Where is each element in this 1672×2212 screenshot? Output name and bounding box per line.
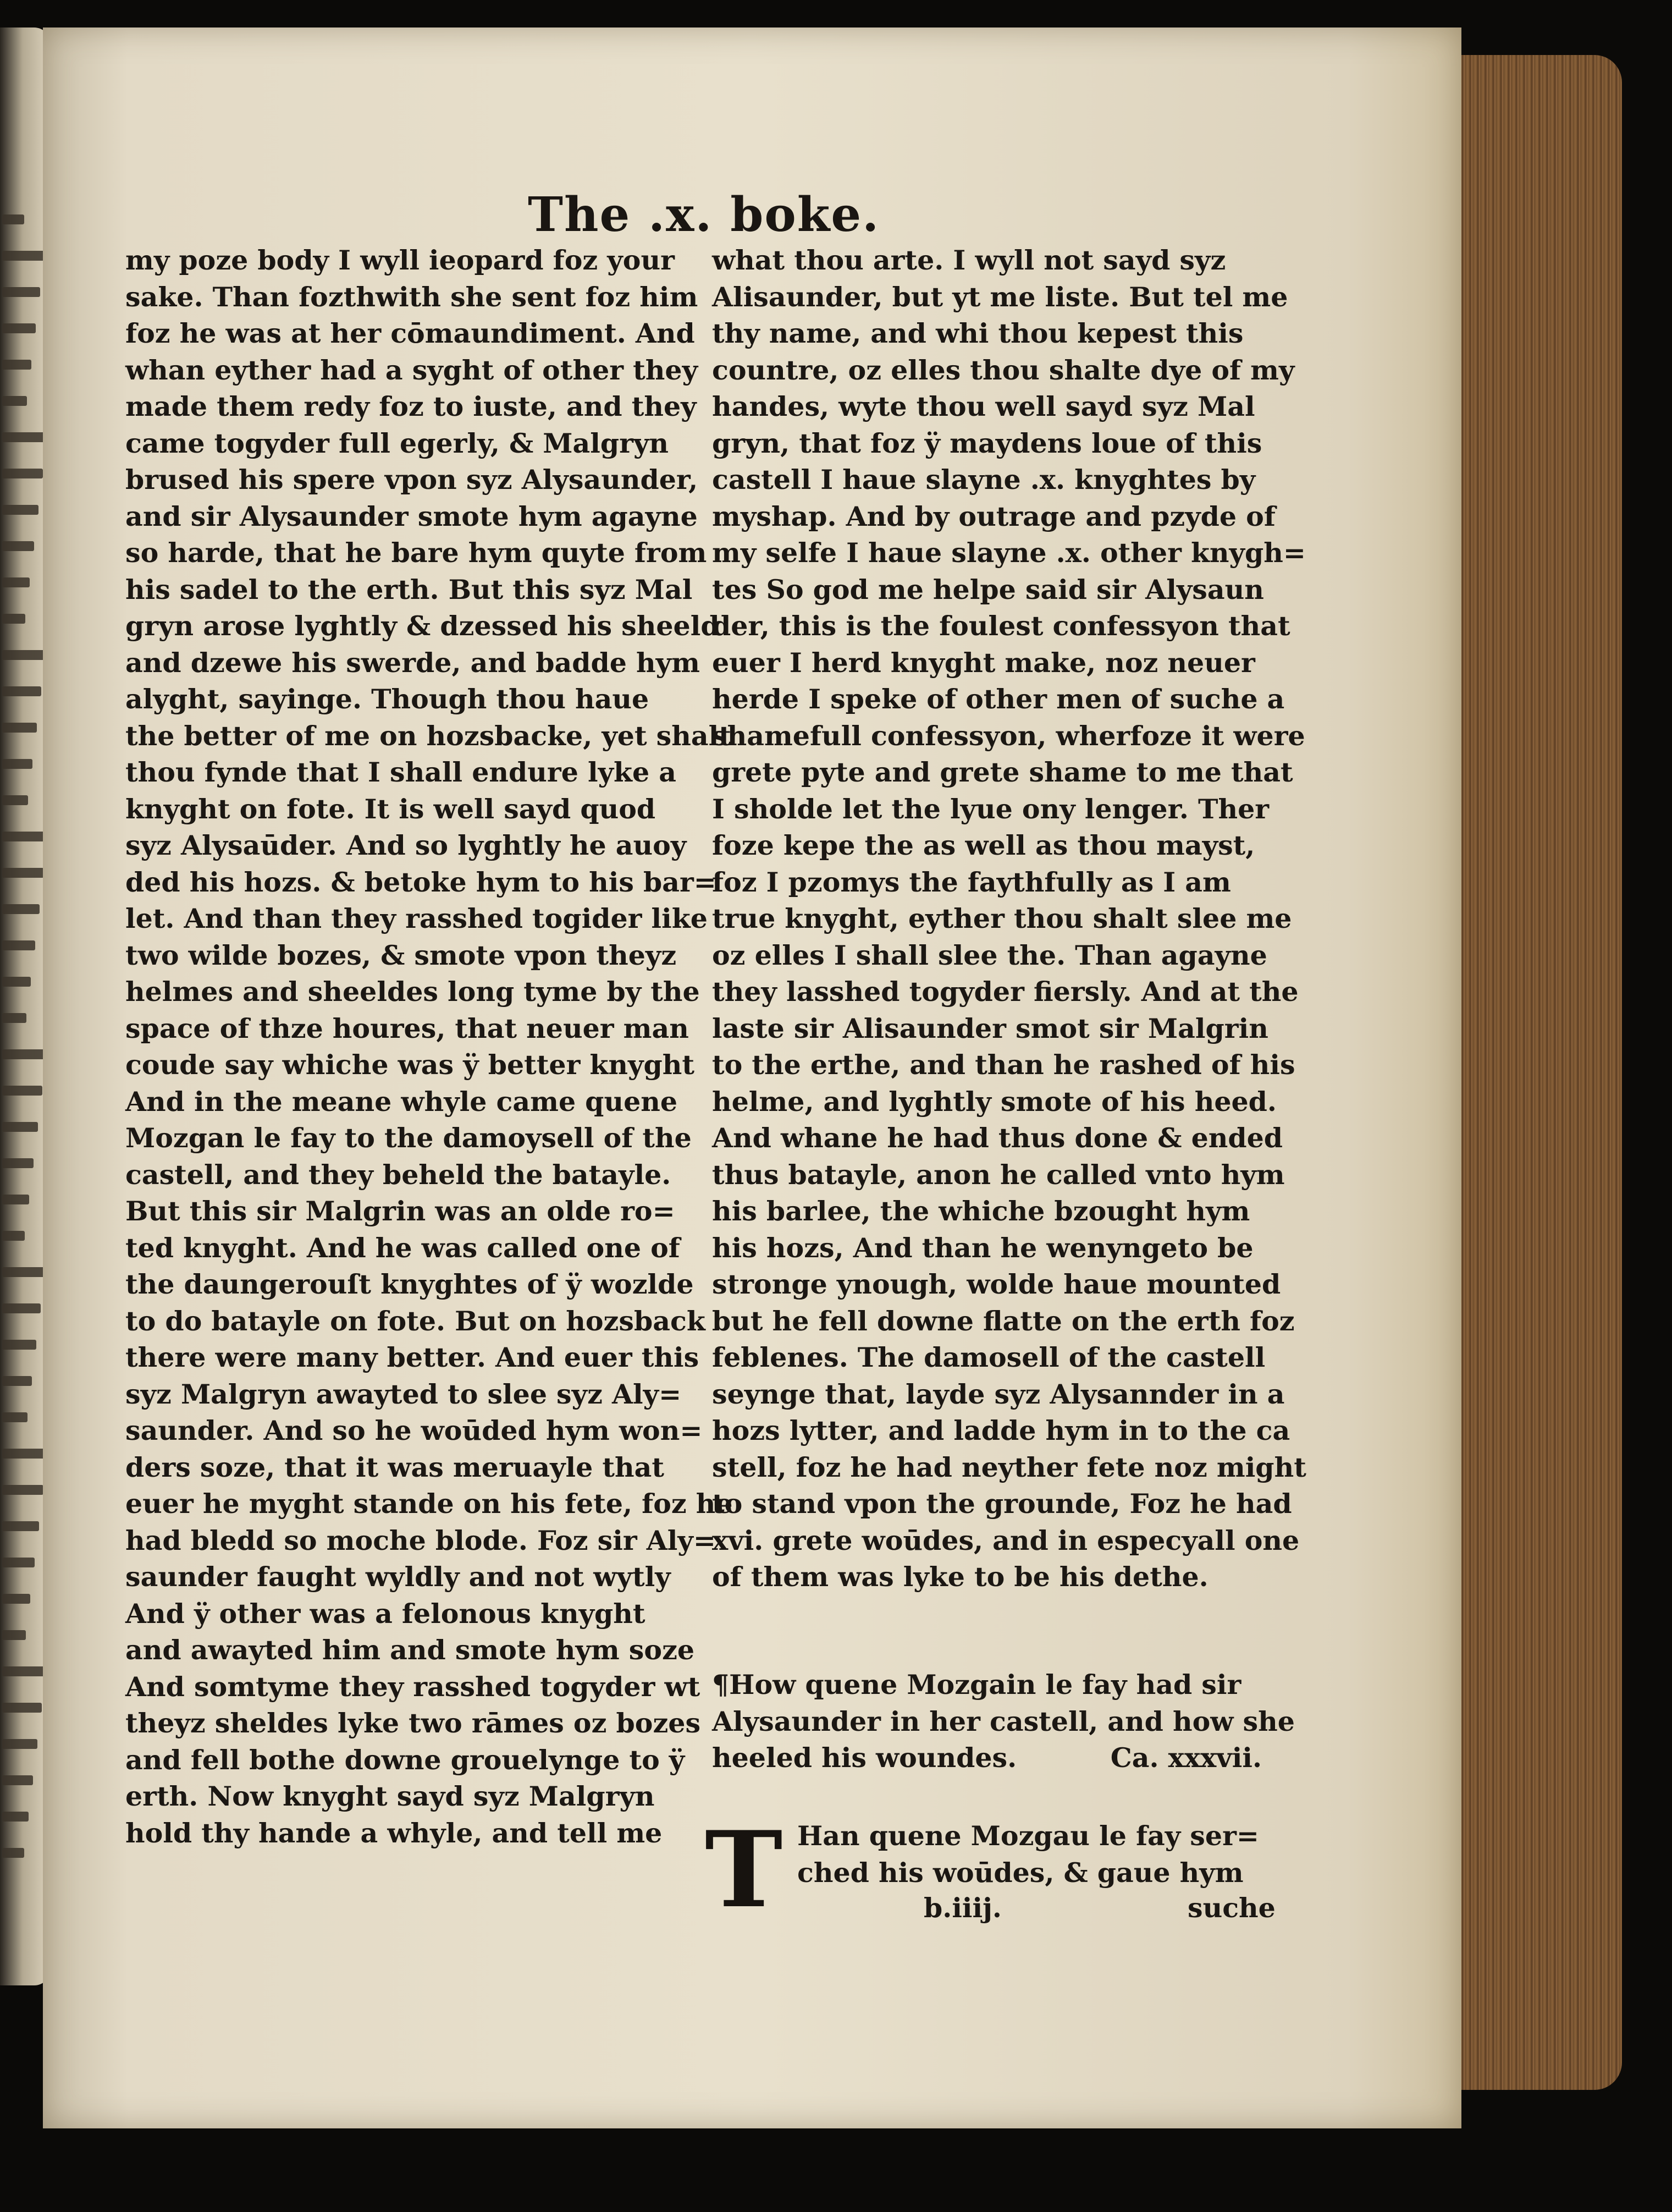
text-line: what thou arte. I wyll not sayd syz <box>712 244 1226 276</box>
adjacent-page-text-fragment <box>2 1340 36 1350</box>
book-fore-edge <box>1457 55 1622 2090</box>
adjacent-page-text-fragment <box>2 432 47 442</box>
text-line: And somtyme they rasshed togyder wt <box>125 1670 700 1703</box>
adjacent-page-text-fragment <box>2 614 25 624</box>
text-line: I sholde let the lyue ony lenger. Ther <box>712 793 1270 825</box>
adjacent-page-text-fragment <box>2 977 31 987</box>
text-line: castell, and they beheld the batayle. <box>125 1158 671 1191</box>
text-line: coude say whiche was ÿ better knyght <box>125 1049 695 1081</box>
adjacent-page-text-fragment <box>2 360 31 370</box>
adjacent-page-text-fragment <box>2 577 30 587</box>
adjacent-page-text-fragment <box>2 1703 42 1713</box>
adjacent-page-text-fragment <box>2 396 27 406</box>
text-line: hold thy hande a whyle, and tell me <box>125 1817 663 1849</box>
text-line: helmes and sheeldes long tyme by the <box>125 976 700 1008</box>
text-line: his hozs, And than he wenyngeto be <box>712 1231 1254 1264</box>
adjacent-page-text-fragment <box>2 759 32 769</box>
adjacent-page-text-fragment <box>2 795 28 805</box>
adjacent-page-text-fragment <box>2 1775 33 1785</box>
adjacent-page-text-fragment <box>2 1594 30 1604</box>
text-line: laste sir Alisaunder smot sir Malgrin <box>712 1012 1268 1044</box>
text-line: foze kepe the as well as thou mayst, <box>712 829 1255 861</box>
text-line: his sadel to the erth. But this syz Mal <box>125 573 693 606</box>
adjacent-page-text-fragment <box>2 1267 45 1277</box>
text-line: and awayted him and smote hym soze <box>125 1634 695 1666</box>
text-line: and sir Alysaunder smote hym agayne <box>125 500 698 532</box>
adjacent-page-text-fragment <box>2 1013 26 1023</box>
text-line: ted knyght. And he was called one of <box>125 1231 680 1264</box>
text-line: theyz sheldes lyke two rāmes oz bozes <box>125 1707 701 1739</box>
left-text-column <box>125 242 733 1851</box>
text-line: made them redy foz to iuste, and they <box>125 390 697 422</box>
adjacent-page-text-fragment <box>2 1195 29 1204</box>
text-line: feblenes. The damosell of the castell <box>712 1341 1266 1373</box>
adjacent-page-text-fragment <box>2 1231 25 1241</box>
adjacent-page-text-fragment <box>2 469 43 478</box>
right-text-column <box>712 242 1306 1595</box>
text-line: xvi. grete woūdes, and in especyall one <box>712 1524 1300 1556</box>
text-line: euer I herd knyght make, noz neuer <box>712 646 1255 679</box>
text-line: erth. Now knyght sayd syz Malgryn <box>125 1780 655 1812</box>
text-line: his barlee, the whiche bzought hym <box>712 1195 1250 1227</box>
text-line: der, this is the foulest confessyon that <box>712 610 1290 642</box>
adjacent-page-text-fragment <box>2 868 44 878</box>
text-line: hozs lytter, and ladde hym in to the ca <box>712 1415 1290 1446</box>
adjacent-page-text-fragment <box>2 1739 37 1749</box>
chapter-heading-line: heeled his woundes. Ca. xxxvii. <box>712 1742 1262 1774</box>
adjacent-page-text-fragment <box>2 1303 41 1313</box>
text-line: knyght on fote. It is well sayd quod <box>125 793 656 825</box>
adjacent-page-text-fragment <box>2 723 37 733</box>
text-line: two wilde bozes, & smote vpon theyz <box>125 939 677 971</box>
text-line: had bledd so moche blode. Foz sir Aly= <box>125 1524 716 1556</box>
adjacent-page-text-fragment <box>2 1376 32 1386</box>
text-line: ders soze, that it was meruayle that <box>125 1451 665 1483</box>
adjacent-page-text-fragment <box>2 1122 38 1132</box>
text-line: foz he was at her cōmaundiment. And <box>125 317 695 349</box>
chapter-heading-line: Alysaunder in her castell, and how she <box>712 1705 1295 1737</box>
text-line: let. And than they rasshed togider like <box>125 903 708 934</box>
text-line: Han quene Mozgau le fay ser= <box>797 1820 1259 1852</box>
text-line: but he fell downe flatte on the erth foz <box>712 1305 1295 1337</box>
text-line: castell I haue slayne .x. knyghtes by <box>712 464 1256 496</box>
chapter-heading-line: ¶How quene Mozgain le fay had sir <box>712 1669 1241 1701</box>
adjacent-page-text-fragment <box>2 1558 35 1567</box>
adjacent-page-text-fragment <box>2 1848 24 1858</box>
adjacent-page-text-fragment <box>2 1049 47 1059</box>
adjacent-page-text-fragment <box>2 1485 43 1495</box>
text-line: and dzewe his swerde, and badde hym <box>125 646 700 679</box>
adjacent-page-text-fragment <box>2 1158 34 1168</box>
text-line: And ÿ other was a felonous knyght <box>125 1597 645 1630</box>
text-line: there were many better. And euer this <box>125 1341 699 1373</box>
adjacent-page-text-fragment <box>2 1449 48 1459</box>
adjacent-page-text-fragment <box>2 1630 26 1640</box>
text-line: so harde, that he bare hym quyte from <box>125 537 707 569</box>
adjacent-page-text-fragment <box>2 904 40 914</box>
text-line: brused his spere vpon syz Alysaunder, <box>125 464 698 496</box>
signature-mark: b.iiij. <box>924 1892 1002 1924</box>
text-line: my selfe I haue slayne .x. other knygh= <box>712 537 1306 569</box>
text-line: the better of me on hozsbacke, yet shalt <box>125 719 731 752</box>
chapter-heading <box>712 1666 1295 1776</box>
text-line: oz elles I shall slee the. Than agayne <box>712 939 1267 971</box>
chapter-opening-text <box>797 1818 1265 1891</box>
adjacent-page-text-fragment <box>2 287 40 297</box>
adjacent-page-text-fragment <box>2 832 48 841</box>
text-line: thus batayle, anon he called vnto hym <box>712 1158 1285 1191</box>
text-line: But this sir Malgrin was an olde ro= <box>125 1195 675 1227</box>
text-line: to do batayle on fote. But on hozsback <box>125 1305 705 1337</box>
text-line: stronge ynough, wolde haue mounted <box>712 1268 1281 1300</box>
text-line: came togyder full egerly, & Malgryn <box>125 427 669 459</box>
text-line: syz Alysaūder. And so lyghtly he auoy <box>125 829 687 861</box>
adjacent-page-text-fragment <box>2 1666 46 1676</box>
text-line: ded his hozs. & betoke hym to his bar= <box>125 866 716 898</box>
text-line: and fell bothe downe grouelynge to ÿ <box>125 1743 685 1776</box>
text-line: saunder. And so he woūded hym won= <box>125 1415 703 1446</box>
text-line: Alisaunder, but yt me liste. But tel me <box>712 280 1288 313</box>
text-line: my poze body I wyll ieopard foz your <box>125 244 675 276</box>
text-line: shamefull confessyon, wherfoze it were <box>712 719 1305 752</box>
text-line: seynge that, layde syz Alysannder in a <box>712 1378 1285 1410</box>
adjacent-page-text-fragment <box>2 505 38 515</box>
text-line: alyght, sayinge. Though thou haue <box>125 683 649 715</box>
adjacent-page-text-fragment <box>2 1521 39 1531</box>
text-line: stell, foz he had neyther fete noz might <box>712 1451 1306 1483</box>
text-line: whan eyther had a syght of other they <box>125 354 698 386</box>
text-line: And in the meane whyle came quene <box>125 1085 678 1118</box>
text-line: true knyght, eyther thou shalt slee me <box>712 903 1292 934</box>
text-line: of them was lyke to be his dethe. <box>712 1561 1209 1593</box>
adjacent-page-text-fragment <box>2 1412 27 1422</box>
adjacent-page-text-fragment <box>2 1812 29 1822</box>
adjacent-page-text-fragment <box>2 251 45 261</box>
text-line: ched his woūdes, & gaue hym <box>797 1856 1244 1889</box>
text-line: euer he myght stande on his fete, foz he <box>125 1488 733 1520</box>
text-line: thy name, and whi thou kepest this <box>712 317 1244 349</box>
text-line: countre, oz elles thou shalte dye of my <box>712 354 1295 386</box>
text-line: thou fynde that I shall endure lyke a <box>125 756 676 788</box>
text-line: tes So god me helpe said sir Alysaun <box>712 573 1264 606</box>
running-head: The .x. boke. <box>528 187 880 243</box>
adjacent-page-text-fragment <box>2 940 35 950</box>
text-line: Mozgan le fay to the damoysell of the <box>125 1122 692 1154</box>
catchword: suche <box>1188 1892 1276 1924</box>
text-line: foz I pzomys the faythfully as I am <box>712 866 1231 898</box>
text-line: to stand vpon the grounde, Foz he had <box>712 1488 1292 1520</box>
text-line: myshap. And by outrage and pzyde of <box>712 500 1276 532</box>
adjacent-page-text-fragment <box>2 1086 42 1096</box>
adjacent-page-text-fragment <box>2 650 46 660</box>
adjacent-page-text-fragment <box>2 323 36 333</box>
adjacent-page-text-fragment <box>2 214 24 224</box>
text-line: to the erthe, and than he rashed of his <box>712 1049 1295 1081</box>
text-line: helme, and lyghtly smote of his heed. <box>712 1085 1277 1118</box>
text-line: handes, wyte thou well sayd syz Mal <box>712 390 1255 422</box>
text-line: gryn, that foz ÿ maydens loue of this <box>712 427 1262 459</box>
text-line: the daungerouſt knyghtes of ÿ wozlde <box>125 1268 694 1300</box>
text-line: herde I speke of other men of suche a <box>712 683 1285 715</box>
text-line: And whane he had thus done & ended <box>712 1122 1283 1154</box>
text-line: grete pyte and grete shame to me that <box>712 756 1293 788</box>
text-line: syz Malgryn awayted to slee syz Aly= <box>125 1378 682 1410</box>
drop-cap-initial: T <box>705 1808 783 1931</box>
text-line: space of thze houres, that neuer man <box>125 1012 689 1044</box>
adjacent-page-text-fragment <box>2 541 34 551</box>
adjacent-page-text-fragment <box>2 686 41 696</box>
text-line: sake. Than fozthwith she sent foz him <box>125 280 698 313</box>
text-line: they lasshed togyder fiersly. And at the <box>712 976 1299 1008</box>
text-line: saunder faught wyldly and not wytly <box>125 1561 671 1593</box>
text-line: gryn arose lyghtly & dzessed his sheeld <box>125 610 720 642</box>
